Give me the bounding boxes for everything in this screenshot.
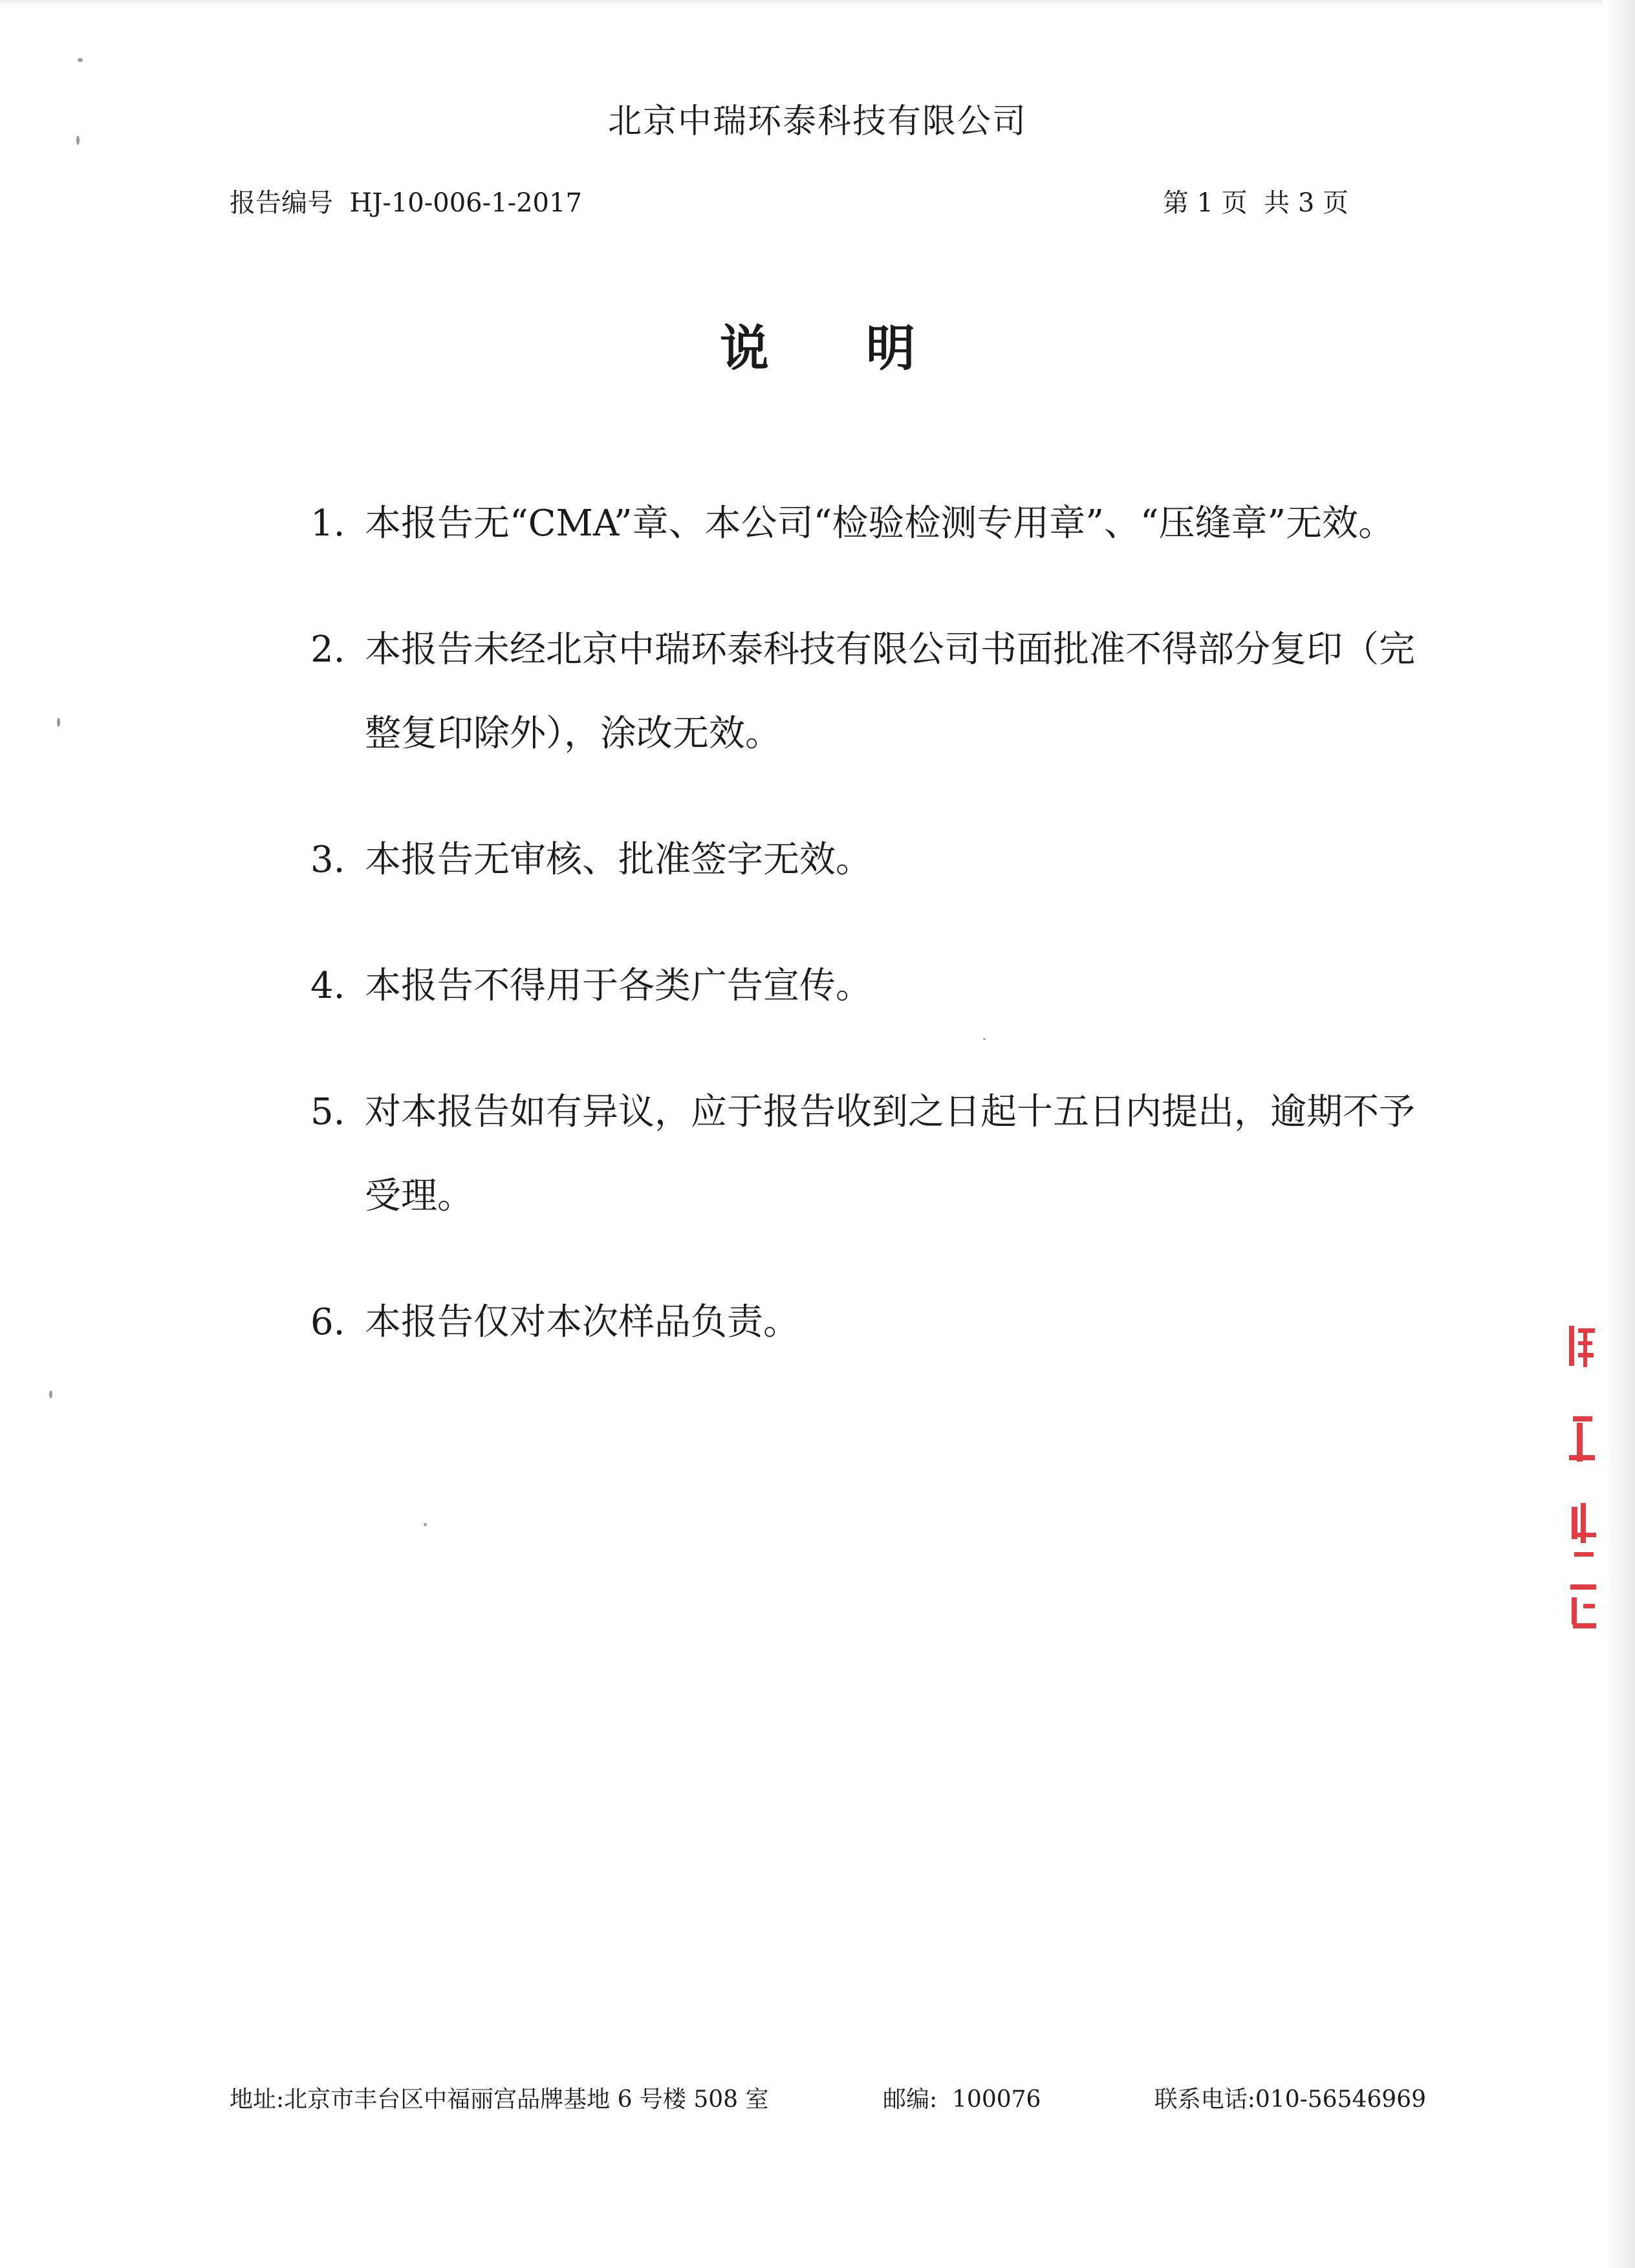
company-header: 北京中瑞环泰科技有限公司 [607, 102, 1027, 141]
report-number: 报告编号 HJ-10-006-1-2017 [230, 188, 582, 218]
note-text: 对本报告如有异议，应于报告收到之日起十五日内提出，逾期不予受理。 [365, 1091, 1415, 1217]
note-number: 4. [310, 965, 345, 1007]
report-meta [230, 182, 1348, 221]
scan-speck [78, 58, 83, 62]
note-item [310, 818, 1436, 902]
note-text: 本报告无审核、批准签字无效。 [365, 839, 872, 881]
scan-speck [49, 1390, 52, 1398]
note-number: 5. [310, 1091, 345, 1133]
footer-postcode: 邮编: 100076 [883, 2086, 1041, 2113]
note-number: 2. [310, 629, 345, 671]
footer [230, 2081, 1426, 2120]
scan-speck [76, 136, 80, 145]
note-text: 本报告无“CMA”章、本公司“检验检测专用章”、“压缝章”无效。 [365, 502, 1395, 545]
note-number: 6. [310, 1301, 345, 1343]
note-number: 1. [310, 502, 345, 545]
note-item [310, 482, 1436, 566]
note-text: 本报告仅对本次样品负责。 [365, 1301, 799, 1343]
page-indicator: 第 1 页 共 3 页 [1162, 188, 1348, 218]
notes-list [310, 482, 1436, 1407]
footer-address: 地址:北京市丰台区中福丽宫品牌基地 6 号楼 508 室 [230, 2086, 769, 2113]
note-item [310, 1280, 1436, 1365]
document-title: 说明 [720, 319, 1012, 377]
scan-speck [57, 718, 60, 727]
scan-speck [424, 1523, 427, 1526]
footer-phone: 联系电话:010-56546969 [1154, 2086, 1426, 2113]
note-text: 本报告不得用于各类广告宣传。 [365, 965, 872, 1007]
note-item [310, 1070, 1436, 1238]
note-item [310, 608, 1436, 776]
note-number: 3. [310, 839, 345, 881]
scan-edge-top [0, 0, 1635, 6]
note-item [310, 944, 1436, 1028]
seam-stamp-fragment [1564, 1319, 1603, 1643]
note-text: 本报告未经北京中瑞环泰科技有限公司书面批准不得部分复印（完整复印除外），涂改无效。 [365, 629, 1415, 755]
scan-speck [983, 1038, 986, 1040]
